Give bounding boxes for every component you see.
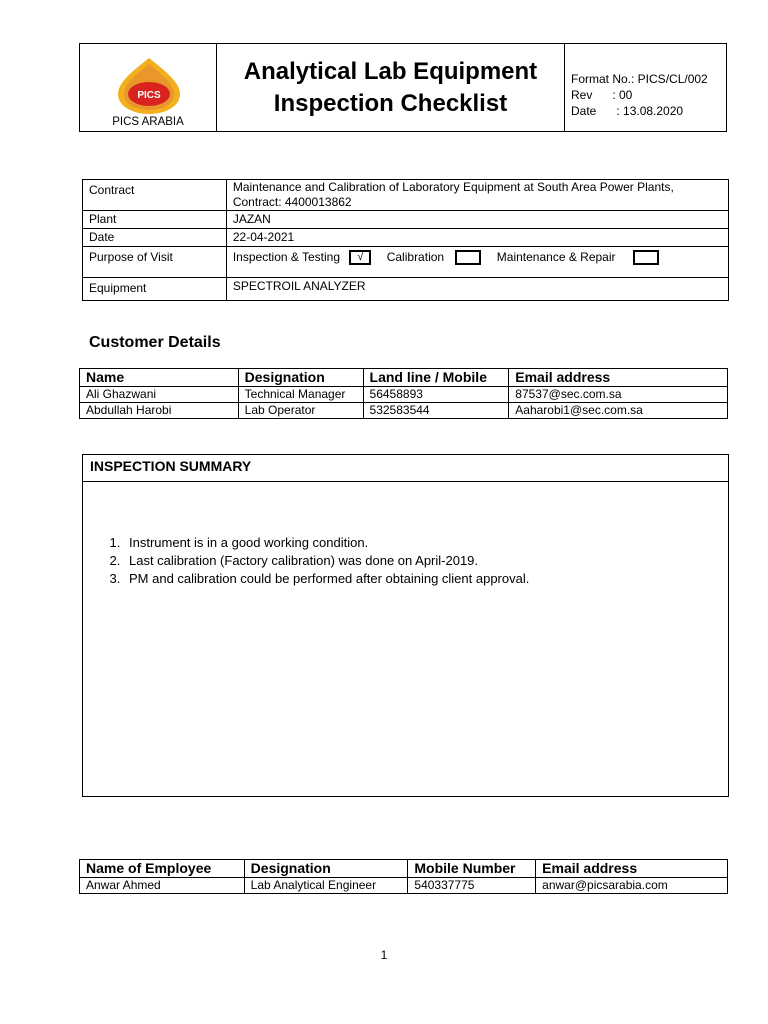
equipment-row (83, 278, 729, 301)
table-row (80, 403, 728, 419)
title-line-2: Inspection Checklist (273, 89, 508, 117)
inspection-checkbox[interactable]: √ (349, 250, 371, 265)
col-employee-designation: Designation (244, 860, 408, 878)
col-name: Name (80, 369, 239, 387)
customer-designation: Technical Manager (238, 387, 363, 403)
list-item: 3. PM and calibration could be performed after obtaining client approval. (124, 570, 728, 588)
page-number: 1 (380, 948, 388, 962)
logo-caption: PICS ARABIA (112, 116, 184, 128)
customer-phone: 532583544 (363, 403, 509, 419)
plant-value: JAZAN (226, 211, 728, 229)
document-title (217, 44, 565, 131)
summary-list (83, 534, 728, 588)
maintenance-checkbox[interactable] (633, 250, 659, 265)
col-employee-email: Email address (536, 860, 728, 878)
employee-table (79, 859, 728, 894)
customer-header-row (80, 369, 728, 387)
inspection-summary (82, 454, 729, 797)
col-email: Email address (509, 369, 728, 387)
issue-date: Date : 13.08.2020 (571, 104, 684, 118)
purpose-row (83, 247, 729, 278)
option-calibration-label: Calibration (386, 250, 445, 264)
calibration-checkbox[interactable] (455, 250, 481, 265)
col-designation: Designation (238, 369, 363, 387)
contract-row (83, 180, 729, 211)
employee-mobile: 540337775 (408, 878, 536, 894)
customer-designation: Lab Operator (238, 403, 363, 419)
date-row (83, 229, 729, 247)
customer-section-title: Customer Details (89, 334, 221, 351)
date-label: Date (83, 229, 227, 247)
employee-name: Anwar Ahmed (80, 878, 245, 894)
customer-name: Abdullah Harobi (80, 403, 239, 419)
document-meta (565, 44, 726, 131)
pics-logo-icon (114, 56, 184, 116)
employee-header-row (80, 860, 728, 878)
document-header (79, 43, 727, 132)
table-row (80, 878, 728, 894)
customer-name: Ali Ghazwani (80, 387, 239, 403)
plant-row (83, 211, 729, 229)
plant-label: Plant (83, 211, 227, 229)
table-row (80, 387, 728, 403)
format-number: Format No.: PICS/CL/002 (571, 72, 708, 86)
purpose-label: Purpose of Visit (83, 247, 227, 278)
logo-cell (80, 44, 217, 131)
employee-designation: Lab Analytical Engineer (244, 878, 408, 894)
col-mobile: Mobile Number (408, 860, 536, 878)
equipment-value: SPECTROIL ANALYZER (226, 278, 728, 301)
option-maintenance-label: Maintenance & Repair (496, 250, 616, 264)
list-item: 1. Instrument is in a good working condition. (124, 534, 728, 552)
customer-phone: 56458893 (363, 387, 509, 403)
col-employee-name: Name of Employee (80, 860, 245, 878)
customer-email: Aaharobi1@sec.com.sa (509, 403, 728, 419)
list-item: 2. Last calibration (Factory calibration) was done on April-2019. (124, 552, 728, 570)
summary-title: INSPECTION SUMMARY (83, 455, 728, 482)
title-line-1: Analytical Lab Equipment (243, 57, 538, 85)
option-inspection-label: Inspection & Testing (232, 250, 341, 264)
revision: Rev : 00 (571, 88, 633, 102)
customer-email: 87537@sec.com.sa (509, 387, 728, 403)
col-phone: Land line / Mobile (363, 369, 509, 387)
logo-badge-text: PICS (137, 90, 161, 101)
employee-email: anwar@picsarabia.com (536, 878, 728, 894)
purpose-options (226, 247, 728, 278)
contract-value: Maintenance and Calibration of Laboratory Equipment at South Area Power Plants, Contract: 4400013862 (226, 180, 728, 211)
date-value: 22-04-2021 (226, 229, 728, 247)
equipment-label: Equipment (83, 278, 227, 301)
customer-table (79, 368, 728, 419)
contract-table (82, 179, 729, 301)
contract-label: Contract (83, 180, 227, 211)
